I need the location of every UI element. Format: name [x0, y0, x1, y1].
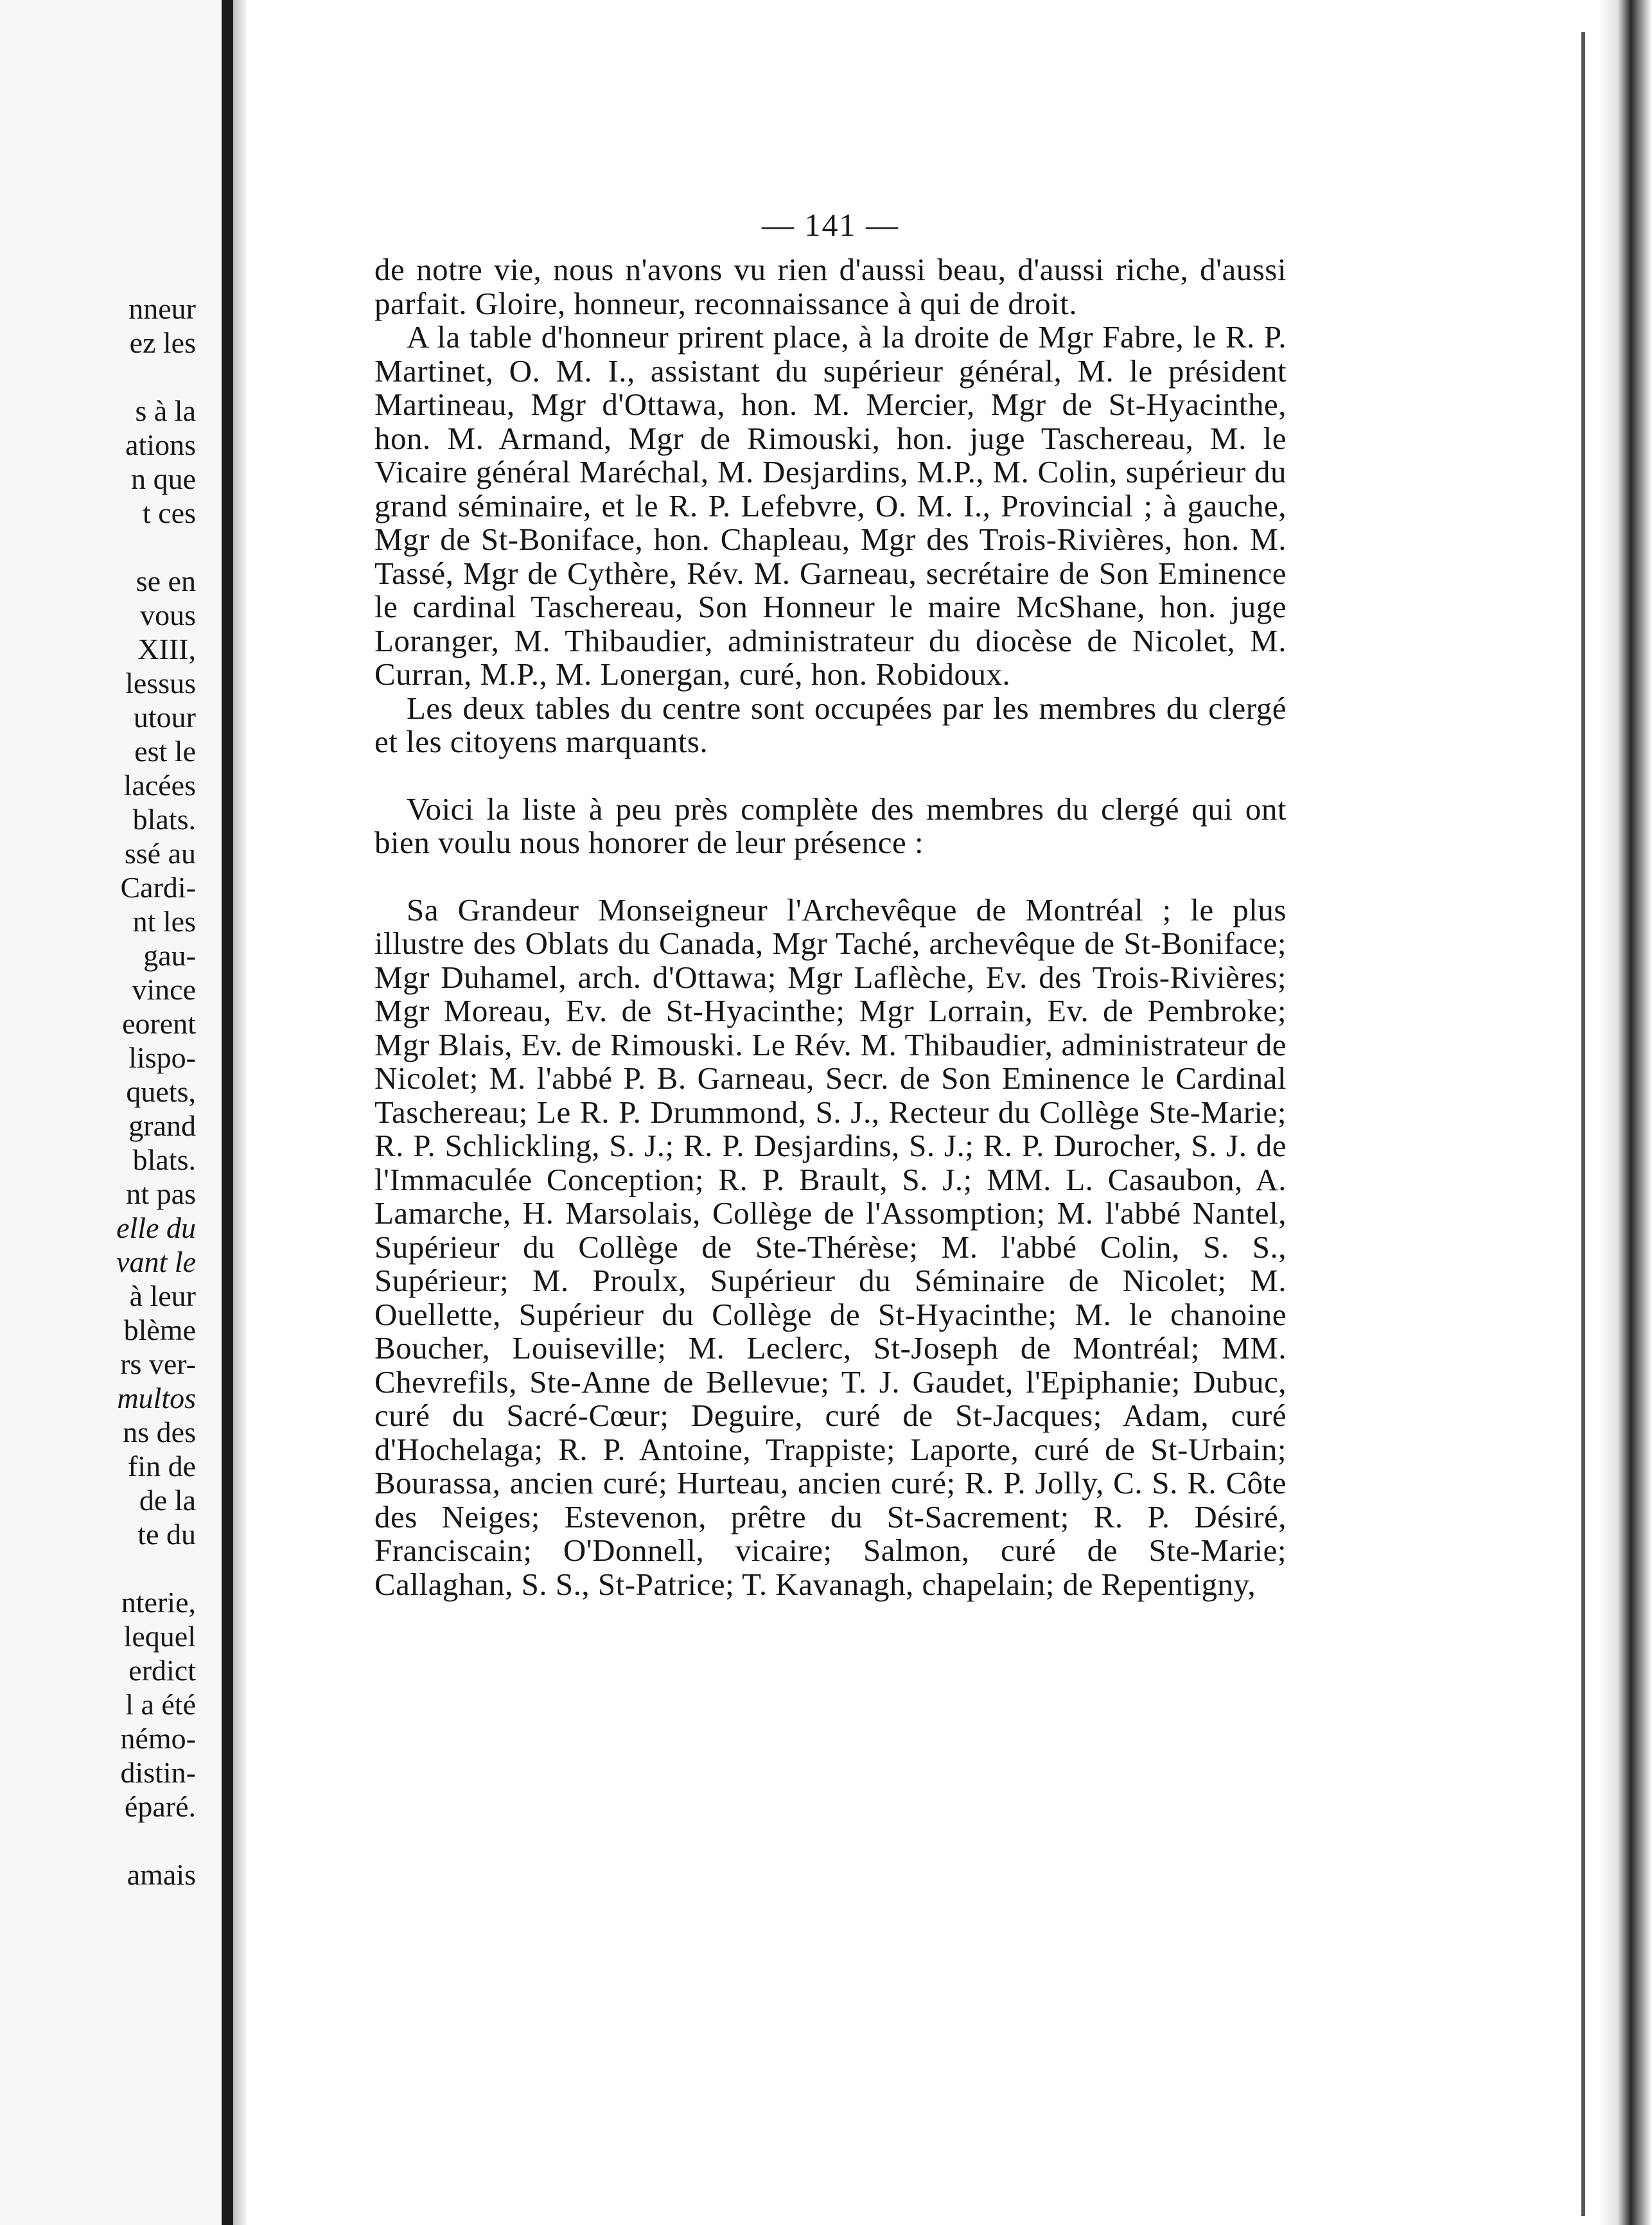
facing-page-line: t ces	[142, 497, 196, 529]
paragraph-continuation: de notre vie, nous n'avons vu rien d'aussi beau, d'aussi riche, d'aussi parfait. Gloire, honneur, reconnaissance à qui de droit.	[374, 252, 1287, 321]
gutter-shadow	[233, 0, 247, 2225]
paragraph-centre-tables: Les deux tables du centre sont occupées par les membres du clergé et les citoyens marquants.	[374, 690, 1287, 759]
facing-page-line: elle du	[116, 1211, 196, 1244]
facing-page-line: de la	[139, 1484, 196, 1517]
paragraph-gap	[374, 759, 1287, 793]
facing-page-line: à leur	[129, 1280, 196, 1312]
facing-page-line: te du	[137, 1518, 196, 1551]
book-gutter	[222, 0, 233, 2225]
page-number: — 141 —	[762, 207, 899, 243]
facing-page-line: est le	[134, 735, 196, 768]
facing-page-line: fin de	[127, 1450, 196, 1482]
facing-page-line: rs ver-	[120, 1348, 196, 1380]
facing-page-line: némo-	[120, 1722, 196, 1755]
facing-page-line: se en	[136, 565, 196, 597]
facing-page-line: utour	[133, 701, 196, 734]
facing-page-line: éparé.	[124, 1790, 196, 1823]
facing-page-line: lispo-	[128, 1041, 196, 1074]
facing-page-line: vous	[140, 599, 196, 631]
facing-page-line: vant le	[116, 1245, 196, 1278]
book-edge	[1599, 0, 1652, 2225]
facing-page-line: s à la	[135, 394, 196, 427]
paragraph-gap	[374, 860, 1287, 893]
facing-page-line: ez les	[129, 326, 196, 359]
page-edge-line	[1581, 32, 1585, 2216]
paragraph-table-of-honour: A la table d'honneur prirent place, à la droite de Mgr Fabre, le R. P. Martinet, O. M. I., assistant du supérieur général, M. le président Martineau, Mgr d'Ottawa, hon. M. Mercier, Mgr de St-Hyacinthe, hon. M. Armand, Mgr de Rimouski, hon. juge Taschereau, M. le Vicaire général Maréchal, M. Desjardins, M.P., M. Colin, supérieur du grand séminaire, et le R. P. Lefebvre, O. M. I., Provincial ; à gauche, Mgr de St-Boniface, hon. Chapleau, Mgr des Trois-Rivières, hon. M. Tassé, Mgr de Cythère, Rév. M. Garneau, secrétaire de Son Eminence le cardinal Taschereau, Son Honneur le maire McShane, hon. juge Loranger, M. Thibaudier, administrateur du diocèse de Nicolet, M. Curran, M.P., M. Lonergan, curé, hon. Robidoux.	[374, 319, 1287, 692]
facing-page-line: n que	[131, 462, 196, 495]
facing-page-line: gau-	[143, 939, 196, 972]
page-body	[374, 206, 1287, 1601]
paragraph-clergy-list: Sa Grandeur Monseigneur l'Archevêque de Montréal ; le plus illustre des Oblats du Canada, Mgr Taché, archevêque de St-Boniface; Mgr Duhamel, arch. d'Ottawa; Mgr Laflèche, Ev. des Trois-Rivières; Mgr Moreau, Ev. de St-Hyacinthe; Mgr Lorrain, Ev. de Pembroke; Mgr Blais, Ev. de Rimouski. Le Rév. M. Thibaudier, administrateur de Nicolet; M. l'abbé P. B. Garneau, Secr. de Son Eminence le Cardinal Taschereau; Le R. P. Drummond, S. J., Recteur du Collège Ste-Marie; R. P. Schlickling, S. J.; R. P. Desjardins, S. J.; R. P. Durocher, S. J. de l'Immaculée Conception; R. P. Brault, S. J.; MM. L. Casaubon, A. Lamarche, H. Marsolais, Collège de l'Assomption; M. l'abbé Nantel, Supérieur du Collège de Ste-Thérèse; M. l'abbé Colin, S. S., Supérieur; M. Proulx, Supérieur du Séminaire de Nicolet; M. Ouellette, Supérieur du Collège de St-Hyacinthe; M. le chanoine Boucher, Louiseville; M. Leclerc, St-Joseph de Montréal; MM. Chevrefils, Ste-Anne de Bellevue; T. J. Gaudet, l'Epiphanie; Dubuc, curé du Sacré-Cœur; Deguire, curé de St-Jacques; Adam, curé d'Hochelaga; R. P. Antoine, Trappiste; Laporte, curé de St-Urbain; Bourassa, ancien curé; Hurteau, ancien curé; R. P. Jolly, C. S. R. Côte des Neiges; Estevenon, prêtre du St-Sacrement; R. P. Désiré, Franciscain; O'Donnell, vicaire; Salmon, curé de Ste-Marie; Callaghan, S. S., St-Patrice; T. Kavanagh, chapelain; de Repentigny,	[374, 892, 1287, 1602]
facing-page-line: ssé au	[124, 837, 196, 870]
facing-page-line: blats.	[132, 803, 196, 836]
facing-page-line: eorent	[122, 1007, 196, 1040]
facing-page-line: amais	[127, 1858, 196, 1891]
facing-page-line: grand	[128, 1109, 196, 1142]
facing-page-line: quets,	[126, 1075, 196, 1108]
paragraph-clergy-intro: Voici la liste à peu près complète des membres du clergé qui ont bien voulu nous honorer de leur présence :	[374, 791, 1287, 860]
facing-page-line: lequel	[123, 1620, 196, 1653]
facing-page-line: nneur	[128, 292, 196, 325]
facing-page-line: Cardi-	[120, 871, 196, 904]
facing-page-line: nt pas	[126, 1177, 196, 1210]
facing-page-line: l a été	[125, 1688, 196, 1721]
facing-page-line: nt les	[132, 905, 196, 938]
facing-page-line: lessus	[125, 667, 196, 699]
facing-page-line: nterie,	[121, 1586, 196, 1619]
facing-page-line: vince	[132, 973, 196, 1006]
facing-page-line: ations	[125, 428, 196, 461]
facing-page-line: multos	[117, 1382, 196, 1414]
facing-page-line: distin-	[120, 1756, 196, 1789]
facing-page-line: blème	[123, 1314, 196, 1346]
facing-page-line: XIII,	[137, 633, 196, 665]
facing-page-line: lacées	[123, 769, 196, 802]
facing-page-line: ns des	[123, 1416, 196, 1448]
facing-page-line: erdict	[128, 1654, 196, 1687]
facing-page-fragment	[0, 0, 222, 2225]
facing-page-line: blats.	[132, 1143, 196, 1176]
